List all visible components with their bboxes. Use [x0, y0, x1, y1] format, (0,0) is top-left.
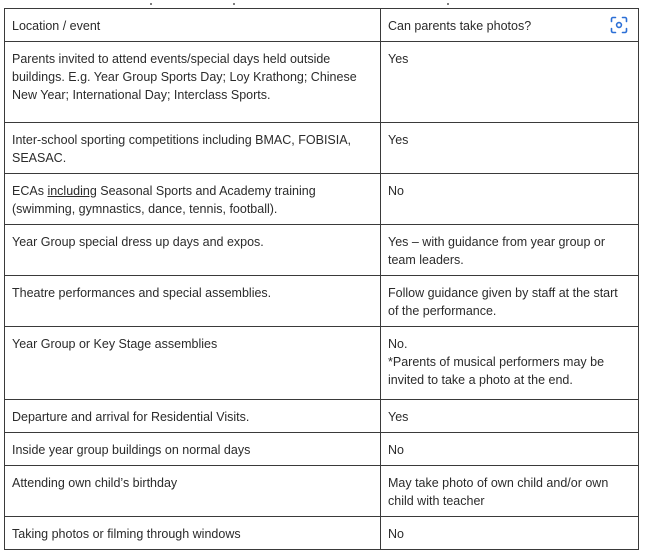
answer-cell: Yes — [381, 123, 639, 174]
table-row — [5, 174, 639, 225]
answer-cell: No — [381, 174, 639, 225]
answer-note: *Parents of musical performers may be invited to take a photo at the end. — [388, 355, 605, 387]
event-cell: Taking photos or filming through windows — [5, 517, 381, 550]
event-cell: Year Group or Key Stage assemblies — [5, 327, 381, 400]
answer-cell: No — [381, 517, 639, 550]
answer-cell: Yes — [381, 42, 639, 123]
cropped-text-marks — [0, 0, 649, 8]
answer-cell — [381, 327, 639, 400]
event-cell: Departure and arrival for Residential Visits. — [5, 400, 381, 433]
answer-cell: Yes — [381, 400, 639, 433]
event-cell: Attending own child’s birthday — [5, 466, 381, 517]
header-can-parents-take-photos: Can parents take photos? — [388, 19, 532, 33]
answer-cell: Yes – with guidance from year group or team leaders. — [381, 225, 639, 276]
header-location-event: Location / event — [5, 9, 381, 42]
table-row — [5, 517, 639, 550]
event-cell: Year Group special dress up days and expos. — [5, 225, 381, 276]
event-text-suffix: Seasonal Sports and Academy training (swimming, gymnastics, dance, tennis, football). — [12, 184, 316, 216]
event-cell: Inter-school sporting competitions including BMAC, FOBISIA, SEASAC. — [5, 123, 381, 174]
event-cell — [5, 174, 381, 225]
event-text-prefix: ECAs — [12, 184, 48, 198]
answer-text: No. — [388, 337, 408, 351]
answer-cell: Follow guidance given by staff at the start of the performance. — [381, 276, 639, 327]
table-row — [5, 225, 639, 276]
table-row — [5, 400, 639, 433]
event-cell: Parents invited to attend events/special days held outside buildings. E.g. Year Group Sports Day; Loy Krathong; Chinese New Year; International Day; Interclass Sports. — [5, 42, 381, 123]
table-header-row — [5, 9, 639, 42]
photo-policy-table — [4, 8, 639, 550]
answer-cell: May take photo of own child and/or own child with teacher — [381, 466, 639, 517]
answer-cell: No — [381, 433, 639, 466]
table-row — [5, 327, 639, 400]
table-row — [5, 42, 639, 123]
table-row — [5, 276, 639, 327]
event-cell: Theatre performances and special assemblies. — [5, 276, 381, 327]
table-row — [5, 466, 639, 517]
table-row — [5, 433, 639, 466]
event-text-underlined: including — [47, 184, 97, 198]
table-row — [5, 123, 639, 174]
event-cell: Inside year group buildings on normal days — [5, 433, 381, 466]
scan-icon[interactable] — [610, 16, 628, 34]
